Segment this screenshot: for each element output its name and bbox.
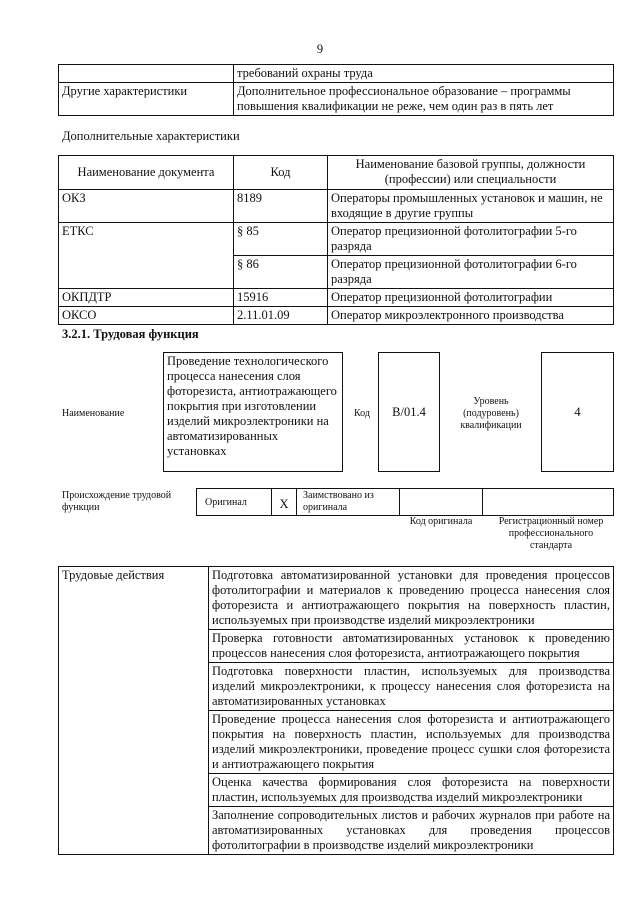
top-table-empty-cell [59, 65, 234, 83]
function-code-value: В/01.4 [392, 405, 426, 419]
char-name-cell: Операторы промышленных установок и машин, не входящие в другие группы [328, 190, 614, 223]
char-header-group: Наименование базовой группы, должности (профессии) или специальности [328, 156, 614, 190]
origin-borrowed-label: Заимствовано из оригинала [303, 490, 374, 513]
origin-code-caption: Код оригинала [409, 516, 473, 527]
labor-actions-table [58, 566, 614, 855]
labor-action-item: Заполнение сопроводительных листов и рабочих журналов при работе на автоматизированных установках для проведения процессов фотолитографии в производстве изделий микроэлектроники [209, 807, 614, 855]
top-table-row1-value: требований охраны труда [234, 65, 614, 83]
origin-mark-box [271, 488, 297, 516]
table-row [59, 567, 614, 630]
function-level-box [541, 352, 614, 472]
origin-label: Происхождение трудовой функции [62, 490, 172, 513]
origin-reg-box [482, 488, 614, 516]
top-table-row2-value: Дополнительное профессиональное образование – программы повышения квалификации не реже, чем один раз в пять лет [234, 83, 614, 116]
origin-code-box [399, 488, 483, 516]
top-table [58, 64, 614, 116]
char-code-cell: 15916 [234, 289, 328, 307]
labor-action-item: Проведение процесса нанесения слоя фоторезиста и антиотражающего покрытия на поверхность пластин, используемых для производства изделий микроэлектроники, проведение процесс сушки слоя фоторезиста и антиотражающего покрытия [209, 711, 614, 774]
origin-borrowed-box [296, 488, 400, 516]
function-level-label: Уровень (подуровень) квалификации [460, 396, 522, 431]
origin-reg-caption: Регистрационный номер профессионального стандарта [498, 516, 604, 551]
labor-action-item: Подготовка поверхности пластин, используемых для производства изделий микроэлектроники, к процессу нанесения слоя фоторезиста на автоматизированных установках [209, 663, 614, 711]
function-code-label: Код [354, 408, 370, 419]
char-doc-cell: ОКЗ [59, 190, 234, 223]
section-title: 3.2.1. Трудовая функция [62, 327, 199, 341]
table-row [59, 289, 614, 307]
char-doc-cell: ОКПДТР [59, 289, 234, 307]
table-row [59, 223, 614, 256]
origin-original-label: Оригинал [205, 497, 247, 508]
top-table-row2-label: Другие характеристики [59, 83, 234, 116]
table-row [59, 190, 614, 223]
char-doc-cell: ЕТКС [59, 223, 234, 289]
function-level-value: 4 [574, 405, 581, 419]
char-code-cell: 2.11.01.09 [234, 307, 328, 325]
char-code-cell: 8189 [234, 190, 328, 223]
char-name-cell: Оператор прецизионной фотолитографии [328, 289, 614, 307]
labor-action-item: Подготовка автоматизированной установки для проведения процессов фотолитографии и материалов к проведению процесса нанесения слоя фоторезиста и антиотражающего покрытия на поверхность пластин, используемых при производстве изделий микроэлектроники [209, 567, 614, 630]
char-code-cell: § 86 [234, 256, 328, 289]
function-name-value: Проведение технологического процесса нанесения слоя фоторезиста, антиотражающего покрытия при изготовлении изделий микроэлектроники на автоматизированных установках [167, 354, 337, 458]
origin-original-box [196, 488, 272, 516]
labor-action-item: Оценка качества формирования слоя фоторезиста на поверхности пластин, используемых для производства изделий микроэлектроники [209, 774, 614, 807]
function-code-box [378, 352, 440, 472]
char-doc-cell: ОКСО [59, 307, 234, 325]
char-name-cell: Оператор прецизионной фотолитографии 5-го разряда [328, 223, 614, 256]
char-name-cell: Оператор прецизионной фотолитографии 6-го разряда [328, 256, 614, 289]
char-code-cell: § 85 [234, 223, 328, 256]
char-header-document: Наименование документа [59, 156, 234, 190]
additional-characteristics-title: Дополнительные характеристики [62, 129, 240, 143]
labor-actions-label: Трудовые действия [59, 567, 209, 855]
origin-mark: Х [279, 497, 289, 511]
char-name-cell: Оператор микроэлектронного производства [328, 307, 614, 325]
function-name-label: Наименование [62, 408, 125, 419]
page-number: 9 [316, 42, 324, 56]
table-row [59, 307, 614, 325]
characteristics-table [58, 155, 614, 325]
labor-action-item: Проверка готовности автоматизированных установок к проведению процессов нанесения слоя фоторезиста, антиотражающего покрытия [209, 630, 614, 663]
char-header-code: Код [234, 156, 328, 190]
function-name-box [163, 352, 343, 472]
